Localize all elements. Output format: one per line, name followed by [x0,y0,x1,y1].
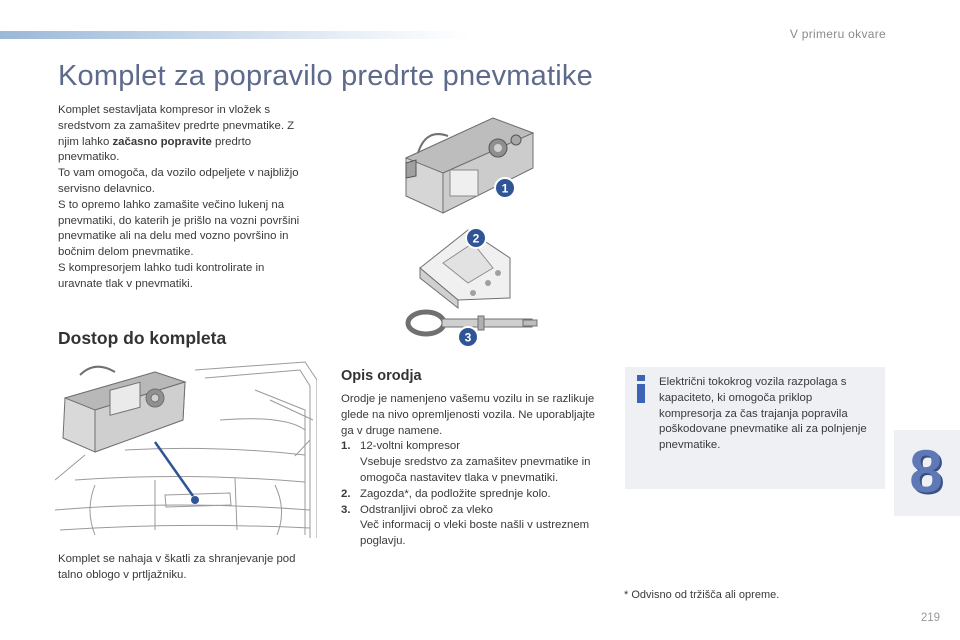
marker-1-icon [495,178,515,198]
svg-text:2: 2 [472,231,480,246]
tool-kit-illustration [398,108,543,348]
chapter-tab [894,430,960,516]
chapter-number: 8 [909,438,943,505]
tools-intro: Orodje je namenjeno vašemu vozilu in se razlikuje glede na nivo opremljenosti vozila. Ne uporabljajte ga v druge namene. [341,393,595,437]
access-heading: Dostop do kompleta [58,328,227,348]
intro-paragraph-1: Komplet sestavljata kompresor in vložek s sredstvom za zamašitev predrte pnevmatike. Z njim lahko začasno popravite predrto pnevmatiko. [58,104,295,164]
compressor-drawing [406,118,533,213]
info-icon [635,375,647,403]
intro-emphasis: začasno popravite [112,135,212,148]
page-title: Komplet za popravilo predrte pnevmatike [58,60,593,92]
tools-heading: Opis orodja [341,368,422,384]
intro-paragraph-2: To vam omogoča, da vozilo odpeljete v najbližjo servisno delavnico. [58,167,299,195]
info-text: Električni tokokrog vozila razpolaga s kapaciteto, ki omogoča priklop kompresorja za čas trajanja popravila poškodovane pnevmatike ali za polnjenje pnevmatike. [659,376,867,452]
info-box [625,367,885,489]
kit-location-caption: Komplet se nahaja v škatli za shranjevanje pod talno oblogo v prtljažniku. [58,553,296,581]
trunk-kit-illustration [55,360,317,538]
tools-description [341,392,606,550]
section-header: V primeru okvare [789,27,886,41]
tool-item-towing-eye: 3. Odstranljivi obroč za vleko Več informacij o vleki boste našli v ustreznem poglavju. [341,503,590,548]
tool-item-wheel-chock: 2. Zagozda*, da podložite sprednje kolo. [341,487,551,500]
marker-2-icon [466,228,486,248]
svg-text:3: 3 [464,330,472,345]
svg-text:1: 1 [501,181,509,196]
wheel-chock-drawing [420,230,510,308]
header-gradient-bar [0,31,470,39]
intro-paragraph-4: S kompresorjem lahko tudi kontrolirate in uravnate tlak v pnevmatiki. [58,261,265,290]
marker-3-icon [458,327,478,347]
tool-list [341,439,606,550]
footnote: * Odvisno od tržišča ali opreme. [624,589,780,601]
intro-text [58,103,308,293]
intro-paragraph-3: S to opremo lahko zamašite večino lukenj na pnevmatiki, do katerih je prišlo na vozni površini pnevmatike ali na delu med vozno površino in bočnim delom pnevmatike. [58,198,300,259]
page-number: 219 [920,612,940,624]
tool-item-compressor: 1. 12-voltni kompresor Vsebuje sredstvo za zamašitev pnevmatike in omogoča nastavitev tlaka v pnevmatiki. [341,440,591,484]
